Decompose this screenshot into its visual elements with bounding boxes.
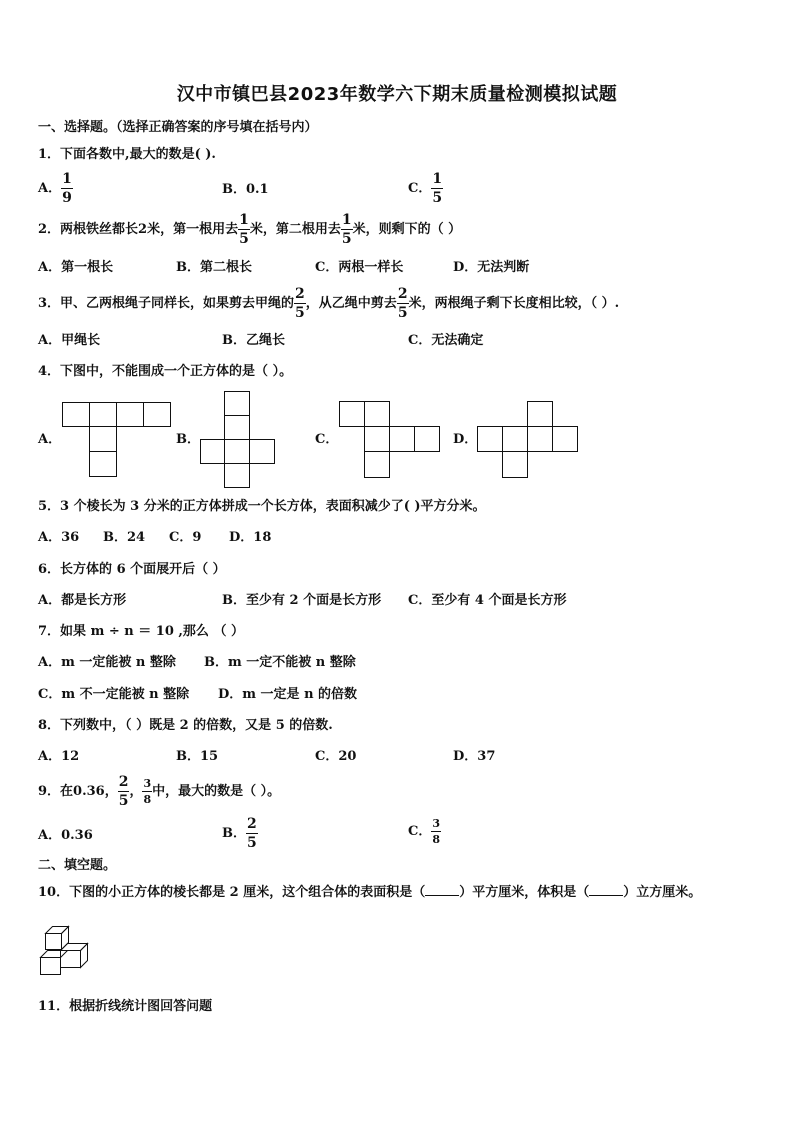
question-10-stem: 10．下图的小正方体的棱长都是 2 厘米，这个组合体的表面积是（ ）平方厘米，体积是（ ）立方厘米。 — [38, 885, 702, 900]
question-5-option-d[interactable]: D．18 — [229, 530, 272, 545]
fraction: $\frac{1}{5}$ — [239, 212, 249, 247]
question-1-option-c[interactable] — [408, 172, 443, 205]
answer-blank-surface-area[interactable] — [425, 883, 459, 896]
question-5-option-a[interactable]: A．36 — [38, 530, 80, 545]
question-5-option-b[interactable]: B．24 — [103, 530, 146, 545]
answer-blank-volume[interactable] — [589, 883, 623, 896]
question-7-option-d[interactable]: D．m 一定是 n 的倍数 — [218, 687, 358, 702]
question-4-stem: 4．下图中，不能围成一个正方体的是（ ）。 — [38, 364, 293, 379]
question-7-stem: 7．如果 m ÷ n ＝ 10 ,那么 （ ） — [38, 624, 244, 639]
fraction: $\frac{1}{5}$ — [432, 171, 443, 206]
question-5-option-c[interactable]: C．9 — [169, 530, 202, 545]
fraction: $\frac{2}{5}$ — [397, 286, 408, 321]
question-7-option-c[interactable]: C．m 不一定能被 n 整除 — [38, 687, 190, 702]
question-1-option-a[interactable] — [38, 172, 73, 205]
fraction: $\frac{1}{5}$ — [341, 212, 352, 247]
fraction: $\frac{3}{8}$ — [432, 817, 441, 846]
question-9-option-b[interactable] — [222, 817, 258, 850]
cube-net-b — [200, 391, 276, 489]
cube-net-d — [477, 401, 579, 479]
question-3-option-a[interactable]: A．甲绳长 — [38, 333, 101, 348]
question-3-option-c[interactable]: C．无法确定 — [408, 333, 484, 348]
option-label: C． — [408, 824, 432, 839]
question-6-option-a[interactable]: A．都是长方形 — [38, 593, 127, 608]
question-7-option-b[interactable]: B．m 一定不能被 n 整除 — [204, 655, 356, 670]
question-2-option-b[interactable]: B．第二根长 — [176, 260, 252, 275]
option-label: B． — [222, 826, 246, 841]
question-9-stem: 9．在0.36， $\frac{2}{5}$ ， $\frac{3}{8}$ 中，最大的数是（ ）。 — [38, 774, 281, 809]
question-2-stem: 2．两根铁丝都长2米，第一根用去 $\frac{1}{5}$ 米，第二根用去 $\frac{1}{5}$ 米，则剩下的（ ） — [38, 212, 462, 247]
question-6-option-b[interactable]: B．至少有 2 个面是长方形 — [222, 593, 382, 608]
fraction: $\frac{3}{8}$ — [143, 777, 152, 806]
section-heading-choice: 一、选择题。（选择正确答案的序号填在括号内） — [38, 120, 318, 135]
question-5-stem: 5．3 个棱长为 3 分米的正方体拼成一个长方体，表面积减少了( )平方分米。 — [38, 499, 486, 514]
question-2-option-a[interactable]: A．第一根长 — [38, 260, 114, 275]
option-label: C． — [408, 181, 432, 196]
question-3-option-b[interactable]: B．乙绳长 — [222, 333, 285, 348]
question-9-option-c[interactable] — [408, 818, 441, 845]
question-2-option-c[interactable]: C．两根一样长 — [315, 260, 404, 275]
option-label: A． — [38, 181, 62, 196]
question-1-stem: 1．下面各数中,最大的数是( ). — [38, 147, 216, 162]
page-title: 汉中市镇巴县2023年数学六下期末质量检测模拟试题 — [176, 84, 618, 105]
fraction: $\frac{2}{5}$ — [247, 816, 257, 851]
question-4-option-d[interactable]: D． — [453, 432, 478, 447]
question-8-option-c[interactable]: C．20 — [315, 749, 357, 764]
question-8-option-a[interactable]: A．12 — [38, 749, 80, 764]
question-4-option-b[interactable]: B． — [176, 432, 200, 447]
question-8-stem: 8．下列数中，（ ）既是 2 的倍数，又是 5 的倍数. — [38, 718, 333, 733]
question-11-stem: 11．根据折线统计图回答问题 — [38, 999, 213, 1014]
question-4-option-a[interactable]: A． — [38, 432, 62, 447]
question-6-stem: 6．长方体的 6 个面展开后（ ） — [38, 562, 226, 577]
fraction: $\frac{2}{5}$ — [118, 774, 129, 809]
question-4-option-c[interactable]: C． — [315, 432, 339, 447]
question-3-stem: 3．甲、乙两根绳子同样长，如果剪去甲绳的 $\frac{2}{5}$ ，从乙绳中剪去 $\frac{2}{5}$ 米，两根绳子剩下长度相比较，（ ）. — [38, 286, 620, 321]
fraction: $\frac{1}{9}$ — [62, 171, 72, 206]
section-heading-fill: 二、填空题。 — [38, 858, 117, 873]
cube-net-c — [339, 401, 441, 479]
question-2-option-d[interactable]: D．无法判断 — [453, 260, 530, 275]
question-6-option-c[interactable]: C．至少有 4 个面是长方形 — [408, 593, 567, 608]
question-7-option-a[interactable]: A．m 一定能被 n 整除 — [38, 655, 176, 670]
fraction: $\frac{2}{5}$ — [295, 286, 305, 321]
question-9-option-a[interactable]: A．0.36 — [38, 828, 93, 843]
cube-stack-figure — [38, 924, 94, 976]
question-1-option-b[interactable]: B．0.1 — [222, 182, 269, 197]
question-8-option-d[interactable]: D．37 — [453, 749, 496, 764]
cube-net-a — [62, 402, 174, 478]
question-8-option-b[interactable]: B．15 — [176, 749, 219, 764]
